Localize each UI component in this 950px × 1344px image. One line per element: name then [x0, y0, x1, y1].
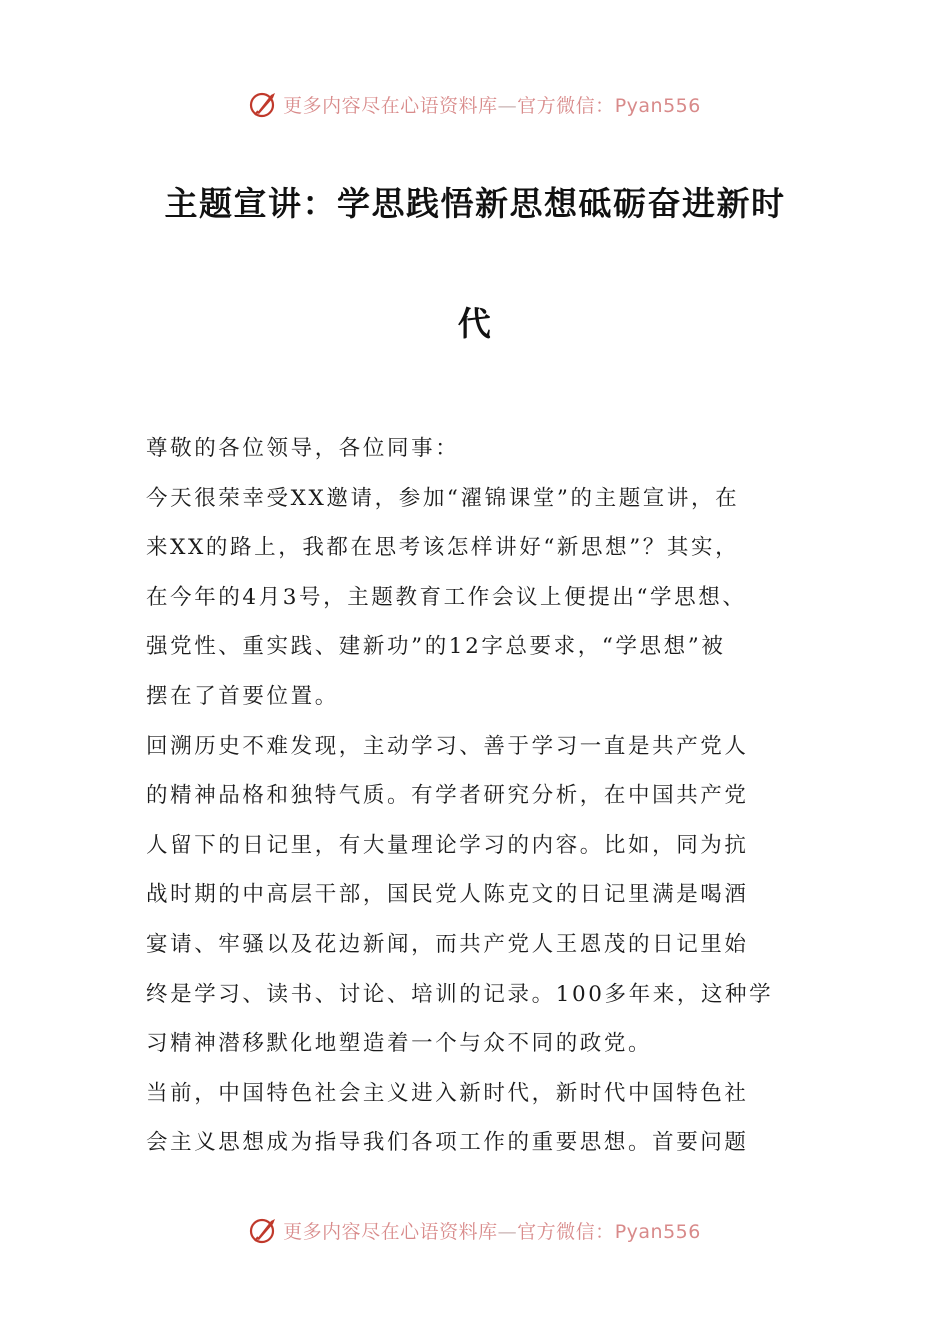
text-line: 人留下的日记里，有大量理论学习的内容。比如，同为抗: [146, 832, 749, 858]
text-line: 当前，中国特色社会主义进入新时代，新时代中国特色社: [146, 1080, 749, 1106]
text-line: 来XX的路上，我都在思考该怎样讲好“新思想”？其实，: [146, 535, 740, 561]
footer-watermark: [0, 1210, 950, 1250]
text-line: 强党性、重实践、建新功”的12字总要求，“学思想”被: [146, 634, 726, 660]
text-line: 宴请、牢骚以及花边新闻，而共产党人王恩茂的日记里始: [146, 931, 749, 957]
text-line: 今天很荣幸受XX邀请，参加“濯锦课堂”的主题宣讲，在: [146, 485, 740, 511]
watermark-text: 更多内容尽在心语资料库—官方微信：Pyan556: [283, 1220, 701, 1243]
text-line: 摆在了首要位置。: [146, 683, 339, 709]
text-line: 会主义思想成为指导我们各项工作的重要思想。首要问题: [146, 1130, 749, 1156]
watermark-text: 更多内容尽在心语资料库—官方微信：Pyan556: [283, 94, 701, 117]
text-line: 战时期的中高层干部，国民党人陈克文的日记里满是喝酒: [146, 882, 749, 908]
text-line: 在今年的4月3号，主题教育工作会议上便提出“学思想、: [146, 584, 747, 610]
article-body: [146, 424, 806, 1168]
page-title-continued: 代: [457, 304, 493, 343]
page-title: 主题宣讲：学思践悟新思想砥砺奋进新时: [164, 184, 786, 223]
text-line: 的精神品格和独特气质。有学者研究分析，在中国共产党: [146, 783, 749, 809]
text-line: 回溯历史不难发现，主动学习、善于学习一直是共产党人: [146, 733, 749, 759]
quill-pen-circle-icon: [249, 89, 279, 119]
text-line: 习精神潜移默化地塑造着一个与众不同的政党。: [146, 1031, 653, 1057]
quill-pen-circle-icon: [249, 1215, 279, 1245]
text-line: 尊敬的各位领导，各位同事：: [146, 436, 460, 461]
text-line: 终是学习、读书、讨论、培训的记录。100多年来，这种学: [146, 981, 774, 1007]
header-watermark: [0, 84, 950, 124]
